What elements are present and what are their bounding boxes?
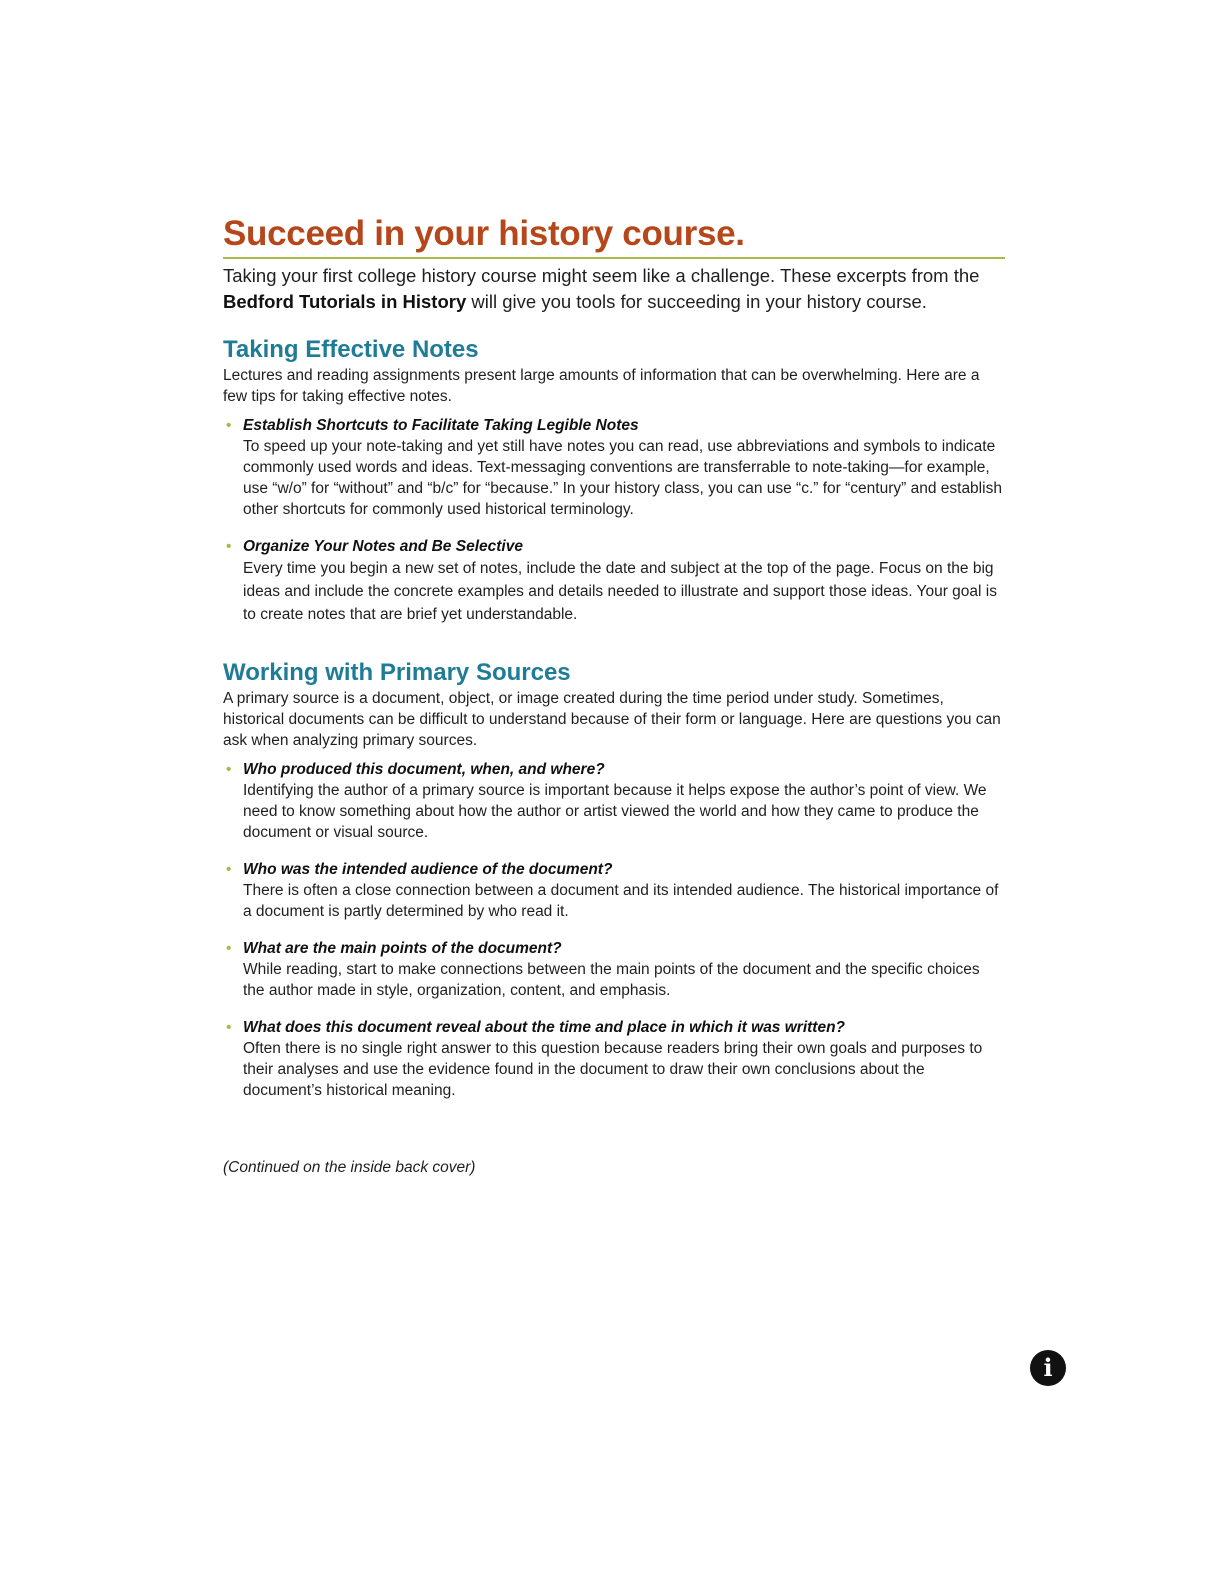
list-item [223, 759, 1005, 843]
tips-list [223, 415, 1005, 626]
bullet-heading: Establish Shortcuts to Facilitate Taking Legible Notes [243, 417, 639, 434]
section-intro: Lectures and reading assignments present large amounts of information that can be overwhelming. Here are a few tips for taking effective notes. [223, 367, 980, 405]
bullet-body: There is often a close connection between a document and its intended audience. The historical importance of a document is partly determined by who read it. [243, 882, 999, 920]
list-item [223, 1017, 1005, 1101]
bullet-heading: Organize Your Notes and Be Selective [243, 538, 523, 555]
list-item [223, 536, 1005, 626]
bullet-body: Often there is no single right answer to this question because readers bring their own goals and purposes to their analyses and use the evidence found in the document to draw their own conclusions about the document’s historical meaning. [243, 1040, 983, 1099]
bullet-icon: • [226, 940, 232, 957]
list-item [223, 859, 1005, 922]
list-item [223, 415, 1005, 520]
page-title: Succeed in your history course. [223, 214, 745, 253]
intro-text-start: Taking your first college history course might seem like a challenge. These excerpts from the [223, 265, 980, 286]
continued-note: (Continued on the inside back cover) [223, 1159, 476, 1176]
bullet-icon: • [226, 1019, 232, 1036]
info-icon[interactable]: i [1030, 1350, 1066, 1386]
bullet-icon: • [226, 861, 232, 878]
bullet-heading: What are the main points of the document? [243, 940, 562, 957]
page-content [223, 212, 1005, 1178]
bullet-body: While reading, start to make connections between the main points of the document and the specific choices the author made in style, organization, content, and emphasis. [243, 961, 980, 999]
bullet-body: Identifying the author of a primary source is important because it helps expose the author’s point of view. We need to know something about how the author or artist viewed the world and how they came to produce the document or visual source. [243, 782, 987, 841]
bullet-icon: • [226, 761, 232, 778]
section-primary-sources [223, 658, 1005, 1101]
intro-text-end: will give you tools for succeeding in your history course. [466, 291, 927, 312]
list-item [223, 938, 1005, 1001]
bullet-icon: • [226, 417, 232, 434]
section-title: Working with Primary Sources [223, 659, 571, 686]
intro-book-title: Bedford Tutorials in History [223, 291, 467, 312]
section-intro: A primary source is a document, object, or image created during the time period under study. Sometimes, historical documents can be difficult to understand because of their form or language. Here are questions you can ask when analyzing primary sources. [223, 690, 1001, 749]
section-title: Taking Effective Notes [223, 336, 479, 363]
bullet-heading: Who was the intended audience of the document? [243, 861, 613, 878]
intro-paragraph [223, 263, 1005, 315]
section-taking-notes [223, 335, 1005, 626]
bullet-body: Every time you begin a new set of notes, include the date and subject at the top of the page. Focus on the big ideas and include the concrete examples and details needed to illustrate and support those ideas. Your goal is to create notes that are brief yet understandable. [243, 560, 997, 623]
title-divider [223, 257, 1005, 259]
bullet-icon: • [226, 538, 232, 555]
bullet-body: To speed up your note-taking and yet still have notes you can read, use abbreviations and symbols to indicate commonly used words and ideas. Text-messaging conventions are transferrable to note-taking—for example, use “w/o” for “without” and “b/c” for “because.” In your history class, you can use “c.” for “century” and establish other shortcuts for commonly used historical terminology. [243, 438, 1002, 518]
questions-list [223, 759, 1005, 1101]
bullet-heading: What does this document reveal about the time and place in which it was written? [243, 1019, 846, 1036]
bullet-heading: Who produced this document, when, and where? [243, 761, 605, 778]
